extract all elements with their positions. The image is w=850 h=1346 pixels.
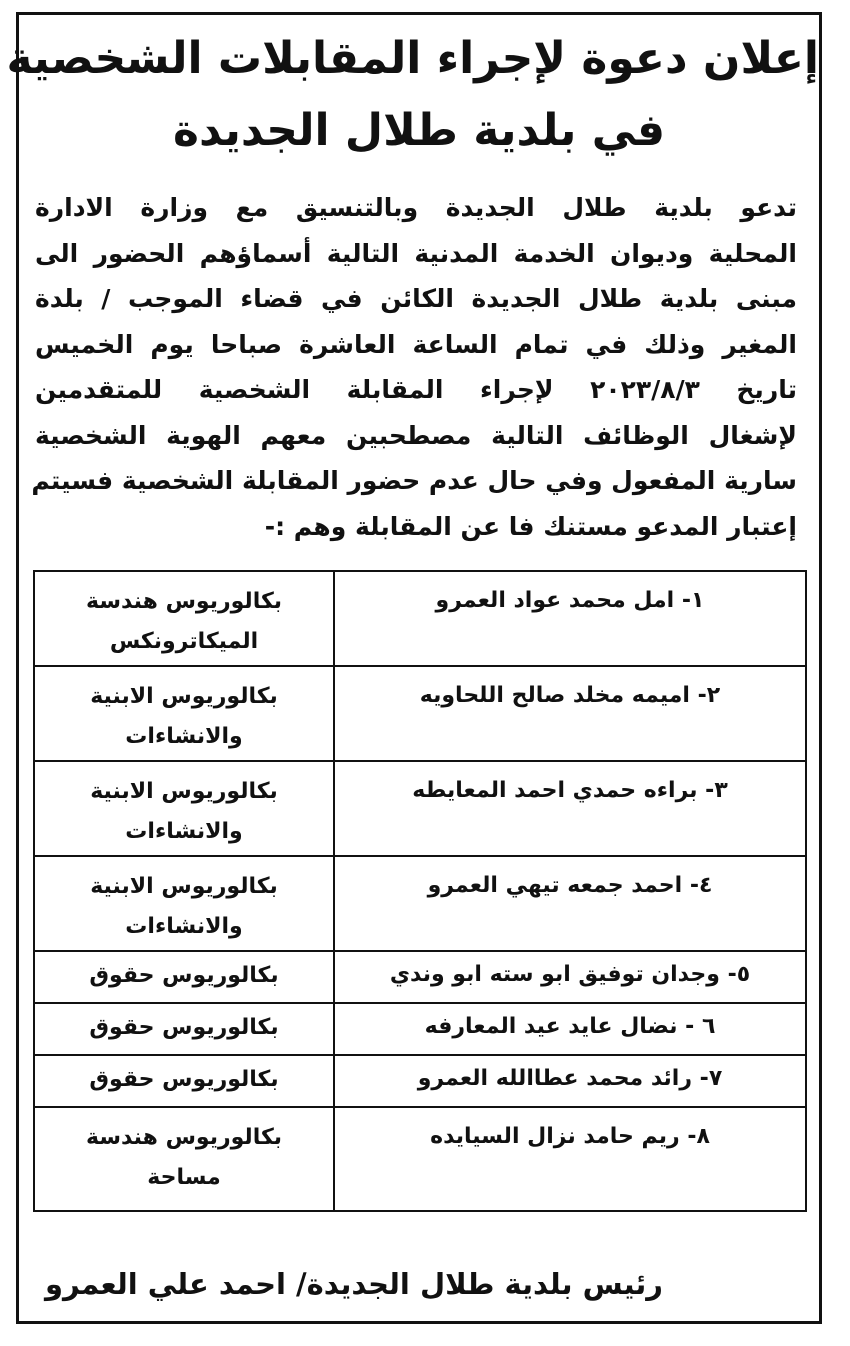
candidate-degree [34, 1055, 334, 1107]
degree-line: والانشاءات [125, 819, 243, 844]
body-line: لإشغال الوظائف التالية مصطحبين معهم الهوية الشخصية [35, 420, 797, 450]
degree-line: بكالوريوس حقوق [89, 1067, 279, 1092]
degree-line: والانشاءات [125, 724, 243, 749]
table-row [34, 1107, 806, 1211]
degree-line: بكالوريوس حقوق [89, 1015, 279, 1040]
candidate-name: ٦ - نضال عايد عيد المعارفه [334, 1003, 806, 1055]
candidate-name: ٣- براءه حمدي احمد المعايطه [334, 761, 806, 856]
signature: رئيس بلدية طلال الجديدة/ احمد علي العمرو [45, 1267, 664, 1301]
candidate-degree [34, 761, 334, 856]
table-row [34, 1055, 806, 1107]
degree-line: بكالوريوس الابنية [90, 874, 278, 899]
degree-line: بكالوريوس هندسة [85, 589, 283, 614]
candidate-degree [34, 1107, 334, 1211]
announcement-body [31, 185, 797, 549]
body-line: المحلية وديوان الخدمة المدنية التالية أسماؤهم الحضور الى [35, 238, 797, 268]
candidate-degree [34, 666, 334, 761]
candidate-name: ١- امل محمد عواد العمرو [334, 571, 806, 666]
table-row [34, 1003, 806, 1055]
degree-line: بكالوريوس الابنية [90, 684, 278, 709]
candidate-degree [34, 951, 334, 1003]
candidate-degree [34, 1003, 334, 1055]
table-row [34, 666, 806, 761]
degree-line: الميكاترونكس [109, 629, 259, 654]
candidate-name: ٢- اميمه مخلد صالح اللحاويه [334, 666, 806, 761]
candidate-degree [34, 571, 334, 666]
table-row [34, 761, 806, 856]
announcement-subtitle: في بلدية طلال الجديدة [172, 105, 666, 156]
candidate-name: ٤- احمد جمعه تيهي العمرو [334, 856, 806, 951]
candidate-name: ٧- رائد محمد عطاالله العمرو [334, 1055, 806, 1107]
body-line: تاريخ ٢٠٢٣/٨/٣ لإجراء المقابلة الشخصية للمتقدمين [35, 375, 797, 404]
body-line: مبنى بلدية طلال الجديدة الكائن في قضاء الموجب / بلدة [35, 284, 797, 313]
candidate-degree [34, 856, 334, 951]
announcement-frame [6, 12, 822, 1324]
degree-line: بكالوريوس حقوق [89, 963, 279, 988]
table-row [34, 856, 806, 951]
degree-line: والانشاءات [125, 914, 243, 939]
table-row [34, 571, 806, 666]
body-line: سارية المفعول وفي حال عدم حضور المقابلة الشخصية فسيتم [31, 466, 797, 495]
candidate-name: ٥- وجدان توفيق ابو سته ابو وندي [334, 951, 806, 1003]
announcement-title: إعلان دعوة لإجراء المقابلات الشخصية [6, 33, 819, 84]
body-line: تدعو بلدية طلال الجديدة وبالتنسيق مع وزارة الادارة [35, 193, 797, 222]
candidate-name: ٨- ريم حامد نزال السيايده [334, 1107, 806, 1211]
body-line: إعتبار المدعو مستنك فا عن المقابلة وهم :- [264, 511, 797, 541]
degree-line: بكالوريوس هندسة [85, 1125, 283, 1150]
candidates-table [33, 570, 807, 1212]
body-line: المغير وذلك في تمام الساعة العاشرة صباحا يوم الخميس [35, 329, 797, 359]
degree-line: مساحة [147, 1165, 221, 1190]
table-row [34, 951, 806, 1003]
degree-line: بكالوريوس الابنية [90, 779, 278, 804]
